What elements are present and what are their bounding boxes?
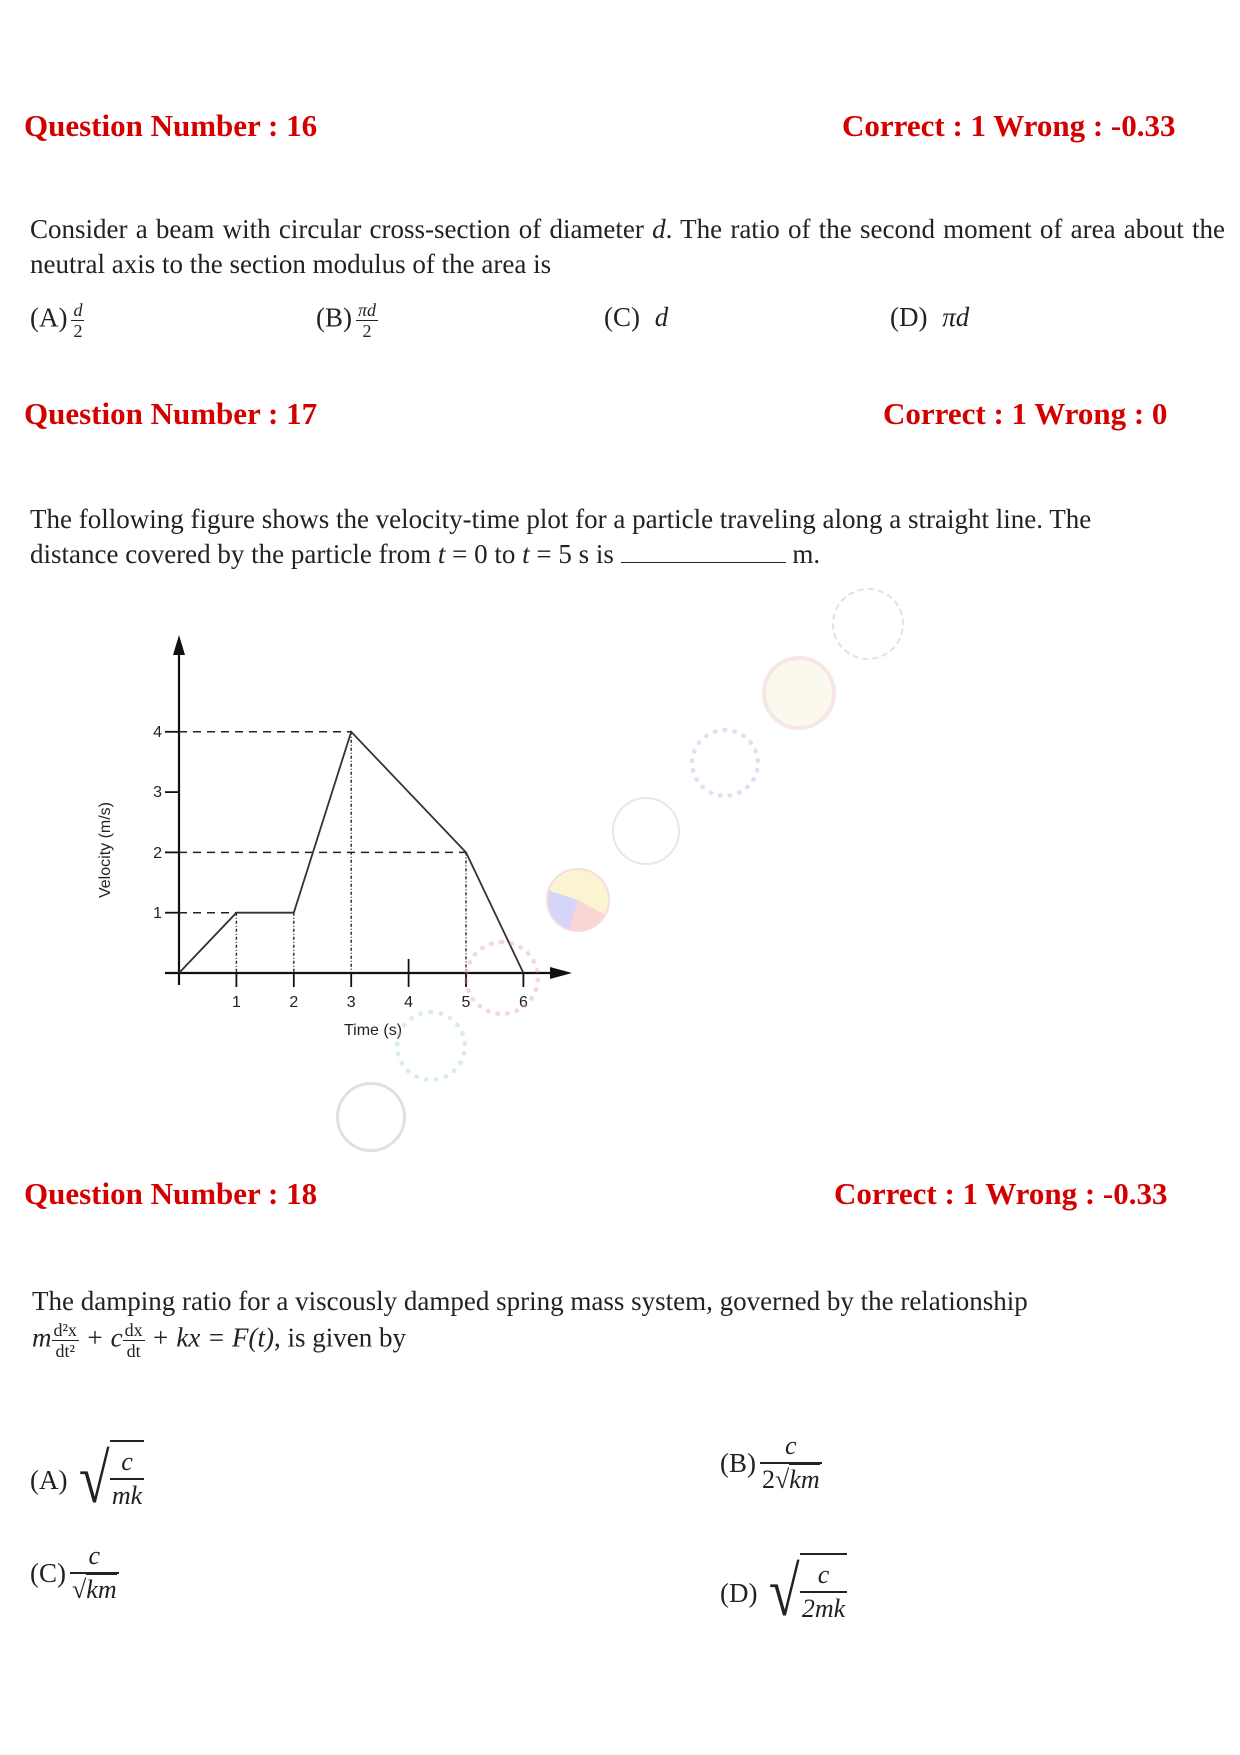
option-value: d: [654, 302, 669, 332]
option-label: (B): [316, 302, 352, 333]
question-18-option-d[interactable]: [720, 1553, 847, 1633]
watermark-seal-icon: [690, 728, 760, 798]
fraction: $\frac{\pi d}{2}$: [358, 300, 377, 341]
option-label: (D): [720, 1577, 758, 1608]
watermark-seal-icon: [395, 1010, 467, 1082]
y-tick-label: 4: [153, 724, 162, 741]
question-text-part: . The ratio of the second moment of area about the neutral axis to the section modulus of the area is: [30, 214, 1225, 279]
velocity-time-chart: [90, 615, 650, 1055]
x-tick-label: 1: [231, 994, 241, 1011]
question-16-number: Question Number : 16: [24, 108, 318, 143]
watermark-seal-icon: [461, 940, 540, 1016]
option-label: (C): [30, 1557, 66, 1588]
question-18-text-line1: The damping ratio for a viscously damped spring mass system, governed by the relationship: [32, 1286, 1028, 1316]
question-text-var: d: [652, 214, 666, 244]
question-16-option-a[interactable]: [30, 300, 84, 341]
option-label: (A): [30, 302, 68, 333]
x-tick-label: 4: [404, 994, 414, 1011]
question-18-option-b[interactable]: [720, 1430, 822, 1496]
question-18-option-a[interactable]: [30, 1440, 144, 1520]
x-axis-label: Time (s): [343, 1022, 403, 1039]
question-17-marks: Correct : 1 Wrong : 0: [883, 396, 1168, 431]
x-tick-label: 5: [461, 994, 471, 1011]
question-16-option-b[interactable]: [316, 300, 378, 341]
x-tick-label: 2: [289, 994, 299, 1011]
question-16-marks: Correct : 1 Wrong : -0.33: [842, 108, 1176, 143]
y-tick-label: 2: [153, 845, 162, 862]
fraction: $\frac{\text{d²x}}{\text{dt²}}$: [53, 1320, 77, 1361]
watermark-seal-icon: [832, 588, 904, 660]
option-label: (B): [720, 1447, 756, 1478]
fraction: $\frac{d}{2}$: [73, 300, 83, 341]
option-label: (D): [890, 302, 928, 332]
sqrt-expression: √ $\frac{c}{mk}$: [79, 1441, 143, 1518]
question-18-equation: m $\frac{\text{d²x}}{\text{dt²}}$ + c $\frac{dx}{dt}$ + kx = F(t), is given by: [32, 1320, 407, 1361]
question-16-option-d[interactable]: [890, 302, 969, 333]
x-tick-label: 6: [518, 994, 528, 1011]
question-text-part: Consider a beam with circular cross-section of diameter: [30, 214, 653, 244]
question-17-number: Question Number : 17: [24, 396, 318, 431]
y-axis-label: Velocity (m/s): [97, 801, 114, 899]
watermark-seal-icon: [612, 797, 680, 865]
answer-blank[interactable]: [621, 540, 786, 563]
option-value: πd: [942, 302, 970, 332]
option-label: (C): [604, 302, 640, 332]
x-tick-label: 3: [346, 994, 356, 1011]
option-label: (A): [30, 1464, 68, 1495]
y-tick-label: 1: [153, 905, 162, 922]
watermark-seal-icon: [762, 656, 836, 730]
question-17-text-line1: The following figure shows the velocity-time plot for a particle traveling along a straight line. The: [30, 504, 1092, 534]
fraction: $\frac{c}{√km}$: [72, 1541, 117, 1604]
question-17-text-line2: distance covered by the particle from t = 0 to t = 5 s is m.: [30, 539, 821, 569]
question-16-text: [30, 212, 1225, 282]
question-16-option-c[interactable]: [604, 302, 668, 333]
watermark-seal-icon: [336, 1082, 406, 1152]
y-tick-label: 3: [153, 784, 162, 801]
question-18-number: Question Number : 18: [24, 1176, 318, 1211]
question-18-option-c[interactable]: [30, 1540, 119, 1606]
fraction: $\frac{c}{2√km}$: [762, 1431, 820, 1494]
question-18-marks: Correct : 1 Wrong : -0.33: [834, 1176, 1168, 1211]
sqrt-expression: √ $\frac{c}{2mk}$: [769, 1554, 846, 1631]
watermark-seal-icon: [546, 868, 610, 932]
fraction: $\frac{dx}{dt}$: [124, 1320, 143, 1361]
